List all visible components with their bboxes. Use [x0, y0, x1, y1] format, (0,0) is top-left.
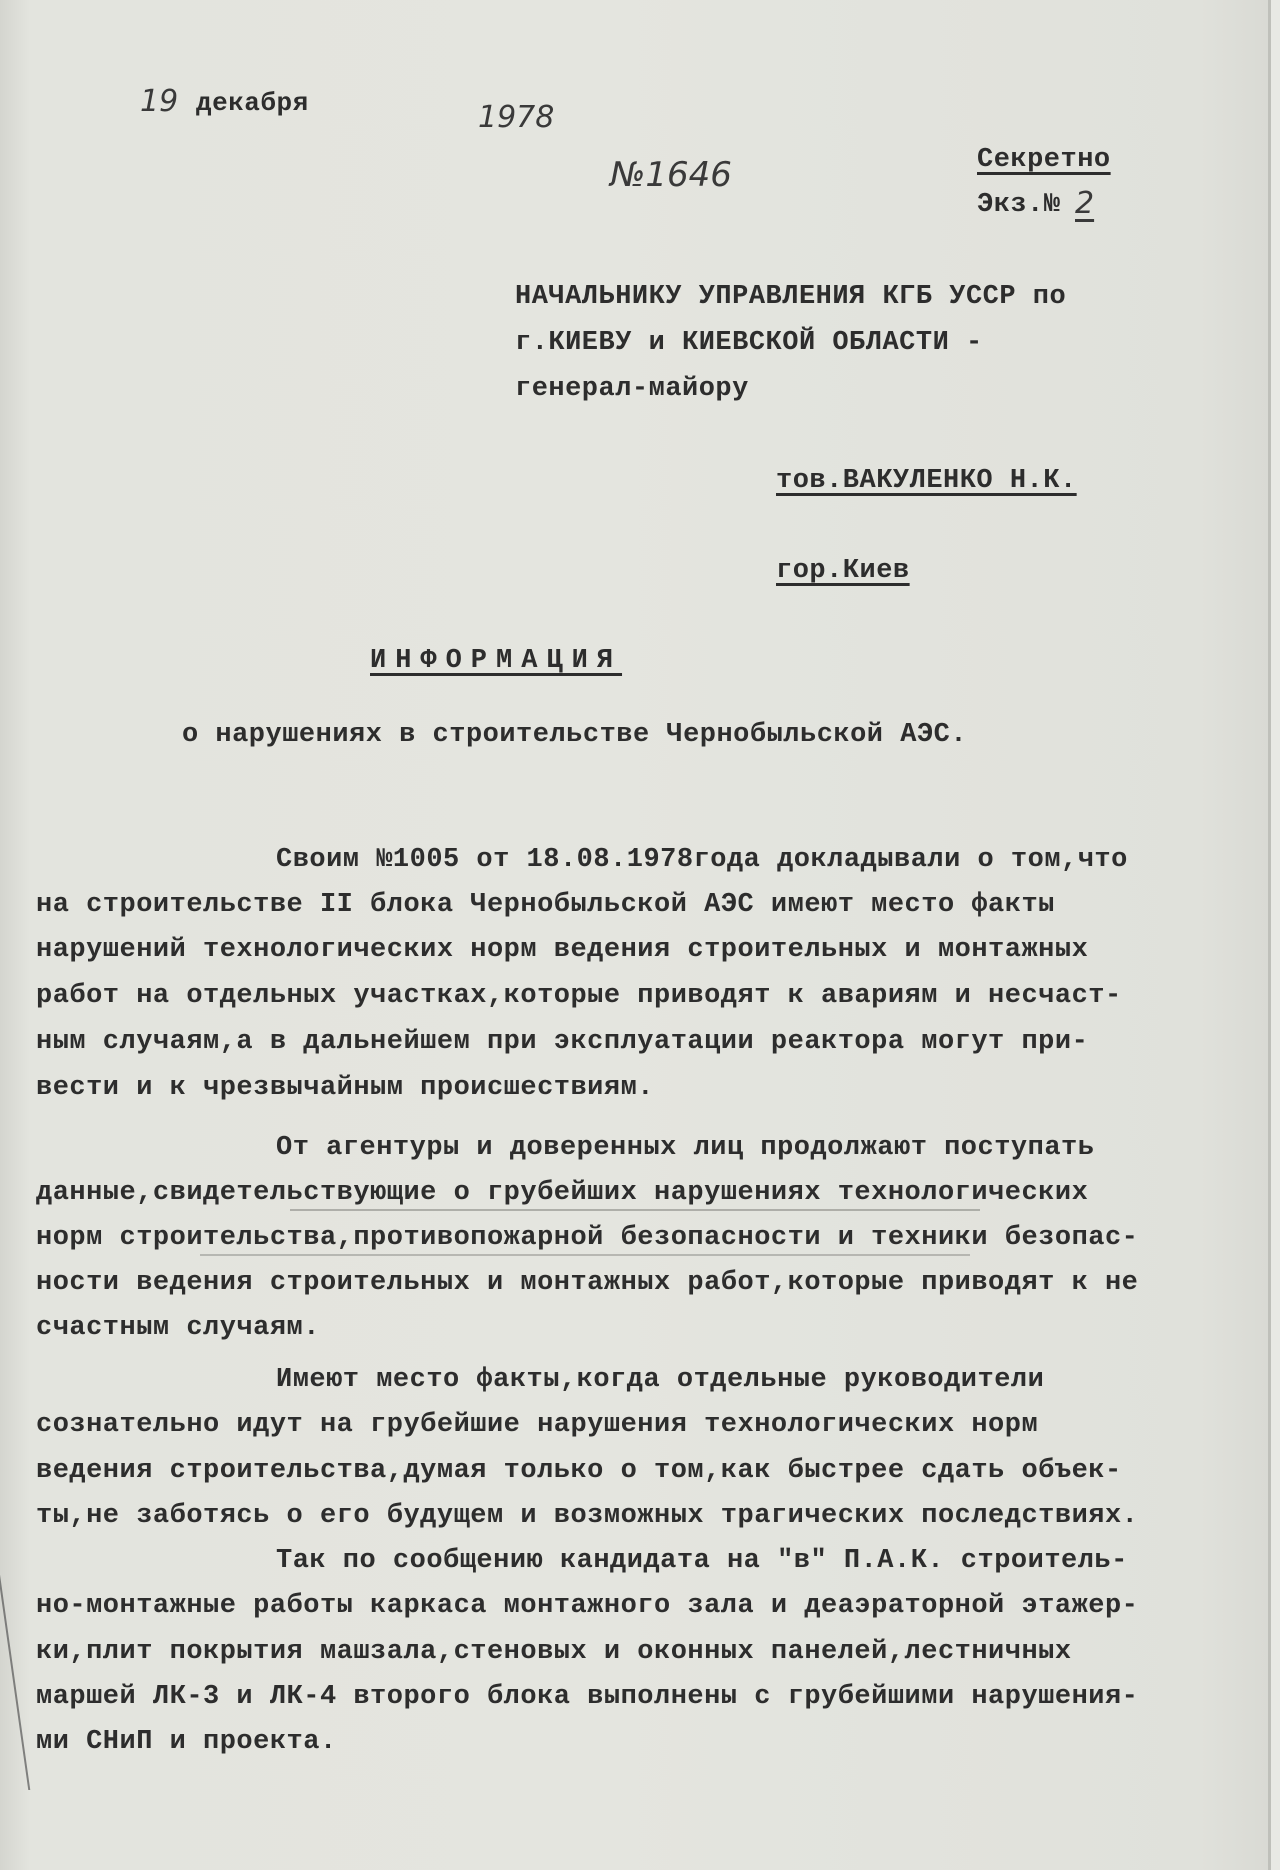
classification-stamp: Секретно — [977, 145, 1111, 175]
paper-edge — [1271, 0, 1280, 1870]
body-line: ки,плит покрытия машзала,стеновых и оконных панелей,лестничных — [36, 1637, 1072, 1667]
addressee-line-3: генерал-майору — [515, 374, 749, 404]
pencil-underline — [200, 1254, 970, 1256]
body-line: Своим №1005 от 18.08.1978года докладывали о том,что — [276, 845, 1128, 875]
body-line: сознательно идут на грубейшие нарушения технологических норм — [36, 1410, 1039, 1440]
body-line: ности ведения строительных и монтажных работ,которые приводят к не — [36, 1268, 1139, 1298]
addressee-line-1: НАЧАЛЬНИКУ УПРАВЛЕНИЯ КГБ УССР по — [515, 282, 1067, 312]
copy-label: Экз.№ — [977, 190, 1061, 220]
date-month: декабря — [196, 88, 309, 118]
body-line: ми СНиП и проекта. — [36, 1727, 337, 1757]
body-line: ведения строительства,думая только о том,как быстрее сдать объек- — [36, 1456, 1122, 1486]
body-line: маршей ЛК-3 и ЛК-4 второго блока выполнены с грубейшими нарушения- — [36, 1682, 1139, 1712]
body-line: От агентуры и доверенных лиц продолжают поступать — [276, 1133, 1095, 1163]
document-subtitle: о нарушениях в строительстве Чернобыльской АЭС. — [182, 720, 968, 750]
body-line: вести и к чрезвычайным происшествиям. — [36, 1073, 654, 1103]
addressee-city: гор.Киев — [776, 556, 910, 586]
body-line: работ на отдельных участках,которые приводят к авариям и несчаст- — [36, 981, 1122, 1011]
body-line: норм строительства,противопожарной безопасности и техники безопас- — [36, 1223, 1139, 1253]
document-heading: ИНФОРМАЦИЯ — [370, 646, 623, 676]
date-day: 19 — [140, 84, 179, 119]
body-line: но-монтажные работы каркаса монтажного зала и деаэраторной этажер- — [36, 1591, 1139, 1621]
body-line: нарушений технологических норм ведения строительных и монтажных — [36, 935, 1089, 965]
pencil-underline — [290, 1209, 980, 1211]
date-year: 1978 — [478, 100, 555, 135]
body-line: Так по сообщению кандидата на "в" П.А.К. строитель- — [276, 1546, 1128, 1576]
copy-number: 2 — [1075, 186, 1095, 221]
body-line: счастным случаям. — [36, 1313, 320, 1343]
body-line: на строительстве II блока Чернобыльской АЭС имеют место факты — [36, 890, 1055, 920]
body-line: данные,свидетельствующие о грубейших нарушениях технологических — [36, 1178, 1089, 1208]
margin-pencil-mark — [0, 1530, 34, 1790]
addressee-name: тов.ВАКУЛЕНКО Н.К. — [776, 466, 1077, 496]
body-line: ты,не заботясь о его будущем и возможных трагических последствиях. — [36, 1501, 1139, 1531]
body-line: Имеют место факты,когда отдельные руководители — [276, 1365, 1045, 1395]
addressee-line-2: г.КИЕВУ и КИЕВСКОЙ ОБЛАСТИ - — [515, 328, 983, 358]
body-line: ным случаям,а в дальнейшем при эксплуатации реактора могут при- — [36, 1027, 1089, 1057]
document-number: №1646 — [610, 155, 732, 195]
